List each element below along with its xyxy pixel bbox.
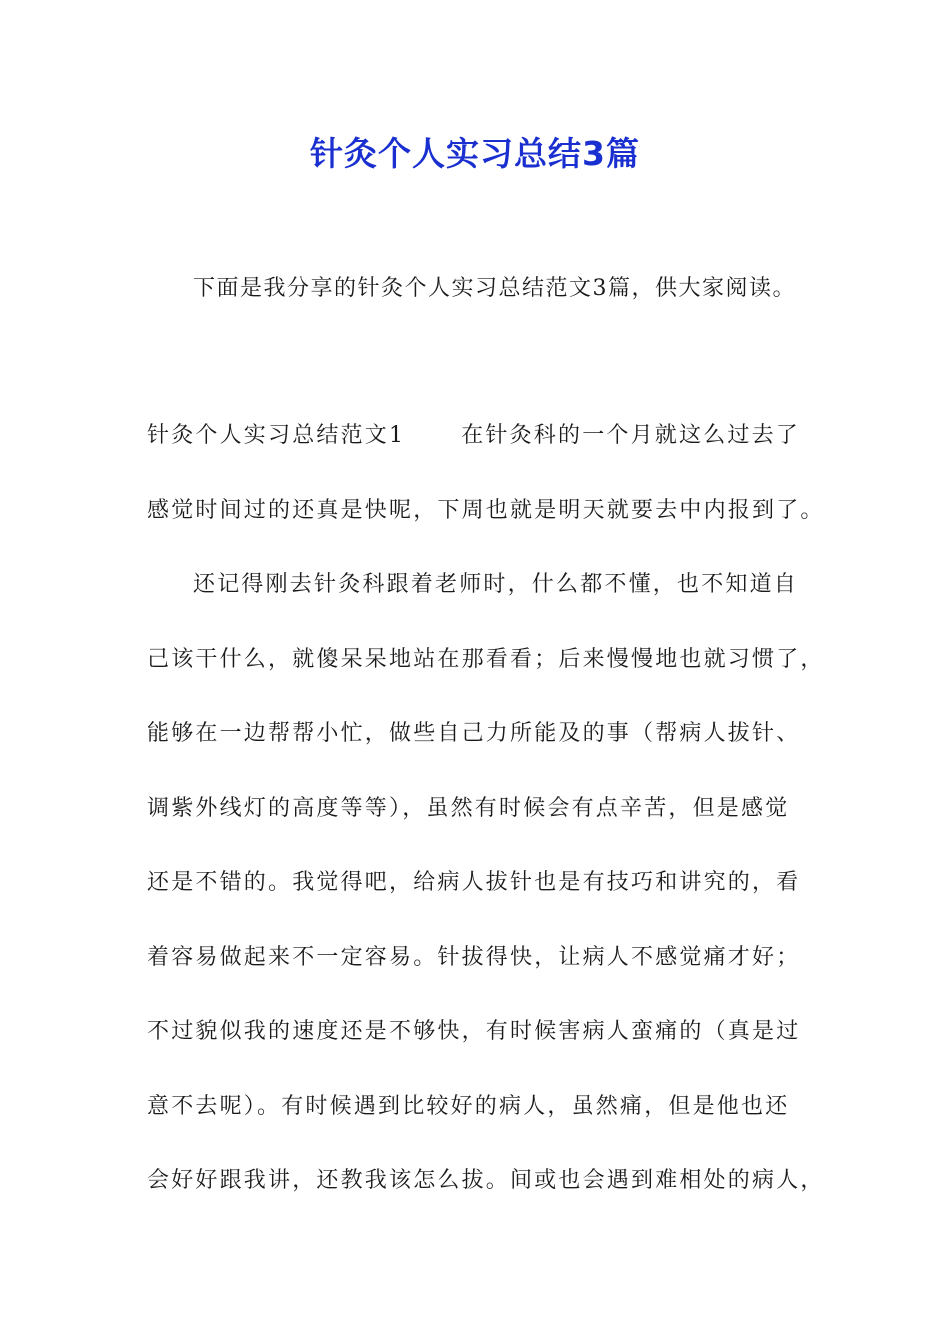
essay-line-3: 还记得刚去针灸科跟着老师时，什么都不懂，也不知道自 xyxy=(193,572,799,597)
essay-line-6: 调紫外线灯的高度等等），虽然有时候会有点辛苦，但是感觉 xyxy=(147,795,790,821)
essay-line-11: 会好好跟我讲，还教我该怎么拔。间或也会遇到难相处的病人， xyxy=(147,1168,825,1193)
essay-line-7: 还是不错的。我觉得吧，给病人拔针也是有技巧和讲究的，看 xyxy=(147,870,801,895)
essay-line-5: 能够在一边帮帮小忙，做些自己力所能及的事（帮病人拔针、 xyxy=(147,721,801,746)
essay-line-8: 着容易做起来不一定容易。针拔得快，让病人不感觉痛才好； xyxy=(147,944,801,970)
essay-line-10: 意不去呢）。有时候遇到比较好的病人，虽然痛，但是他也还 xyxy=(147,1093,790,1119)
section-heading: 针灸个人实习总结范文1 xyxy=(147,423,406,448)
essay-body xyxy=(147,412,827,1232)
document-title: 针灸个人实习总结3篇 xyxy=(310,134,640,173)
intro-paragraph: 下面是我分享的针灸个人实习总结范文3篇，供大家阅读。 xyxy=(193,276,796,301)
essay-line-9: 不过貌似我的速度还是不够快，有时候害病人蛮痛的（真是过 xyxy=(147,1019,801,1044)
essay-line-1 xyxy=(147,412,827,487)
essay-line-2: 感觉时间过的还真是快呢，下周也就是明天就要去中内报到了。 xyxy=(147,497,825,523)
essay-line-4: 己该干什么，就傻呆呆地站在那看看；后来慢慢地也就习惯了， xyxy=(147,646,825,672)
essay-line-1-text: 在针灸科的一个月就这么过去了 xyxy=(461,423,801,448)
